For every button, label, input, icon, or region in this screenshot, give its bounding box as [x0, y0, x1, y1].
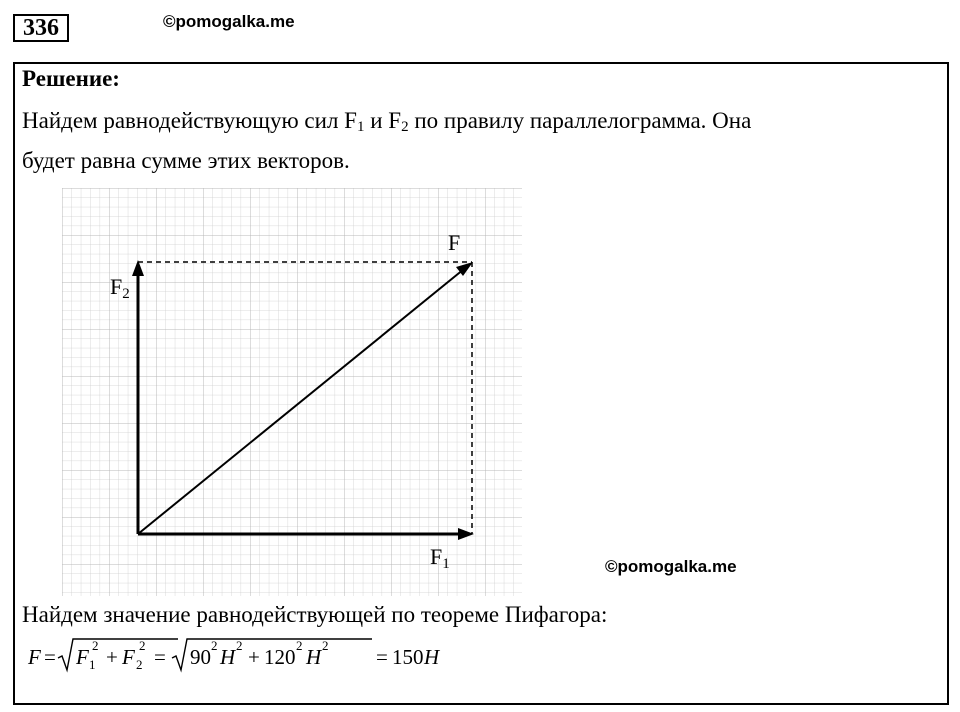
label-f1: F1: [430, 544, 450, 572]
label-f: F: [448, 230, 461, 255]
paragraph-text-a: Найдем равнодействующую сил F: [22, 108, 357, 133]
formula-eq-3: =: [376, 645, 388, 669]
vector-diagram: [62, 188, 526, 598]
term-b-var: F: [122, 645, 135, 669]
result-value: 150: [392, 645, 424, 669]
num-a-exp: 2: [211, 638, 218, 653]
formula-plus-2: +: [248, 645, 260, 669]
label-f2: F2: [110, 274, 130, 302]
problem-number: 336: [13, 14, 69, 42]
num-b-exp: 2: [296, 638, 303, 653]
solution-paragraph-2: Найдем значение равнодействующей по теореме Пифагора:: [22, 602, 608, 627]
solution-heading: Решение:: [22, 66, 120, 91]
pythagoras-formula: [26, 636, 446, 676]
sub-2: 2: [401, 119, 409, 135]
formula-eq-2: =: [154, 645, 166, 669]
term-a-var: F: [76, 645, 89, 669]
term-b-sub: 2: [136, 657, 143, 672]
watermark-top: ©pomogalka.me: [163, 12, 295, 31]
watermark-middle: ©pomogalka.me: [605, 557, 737, 576]
term-a-exp: 2: [92, 638, 99, 653]
formula-lhs: F: [28, 645, 41, 669]
solution-paragraph-1: [22, 104, 922, 177]
paragraph-text-c: по правилу параллелограмма. Она: [408, 108, 752, 133]
sub-1: 1: [356, 119, 365, 135]
term-b-exp: 2: [139, 638, 146, 653]
unit-b: H: [306, 645, 322, 669]
unit-b-exp: 2: [322, 638, 329, 653]
term-a-sub: 1: [89, 657, 96, 672]
paragraph-line-2: будет равна сумме этих векторов.: [22, 148, 350, 173]
num-b: 120: [264, 645, 296, 669]
formula-eq-1: =: [44, 645, 56, 669]
unit-a-exp: 2: [236, 638, 243, 653]
unit-a: H: [220, 645, 236, 669]
result-unit: H: [424, 645, 440, 669]
num-a: 90: [190, 645, 211, 669]
paragraph-text-b: и F: [364, 108, 402, 133]
formula-plus-1: +: [106, 645, 118, 669]
